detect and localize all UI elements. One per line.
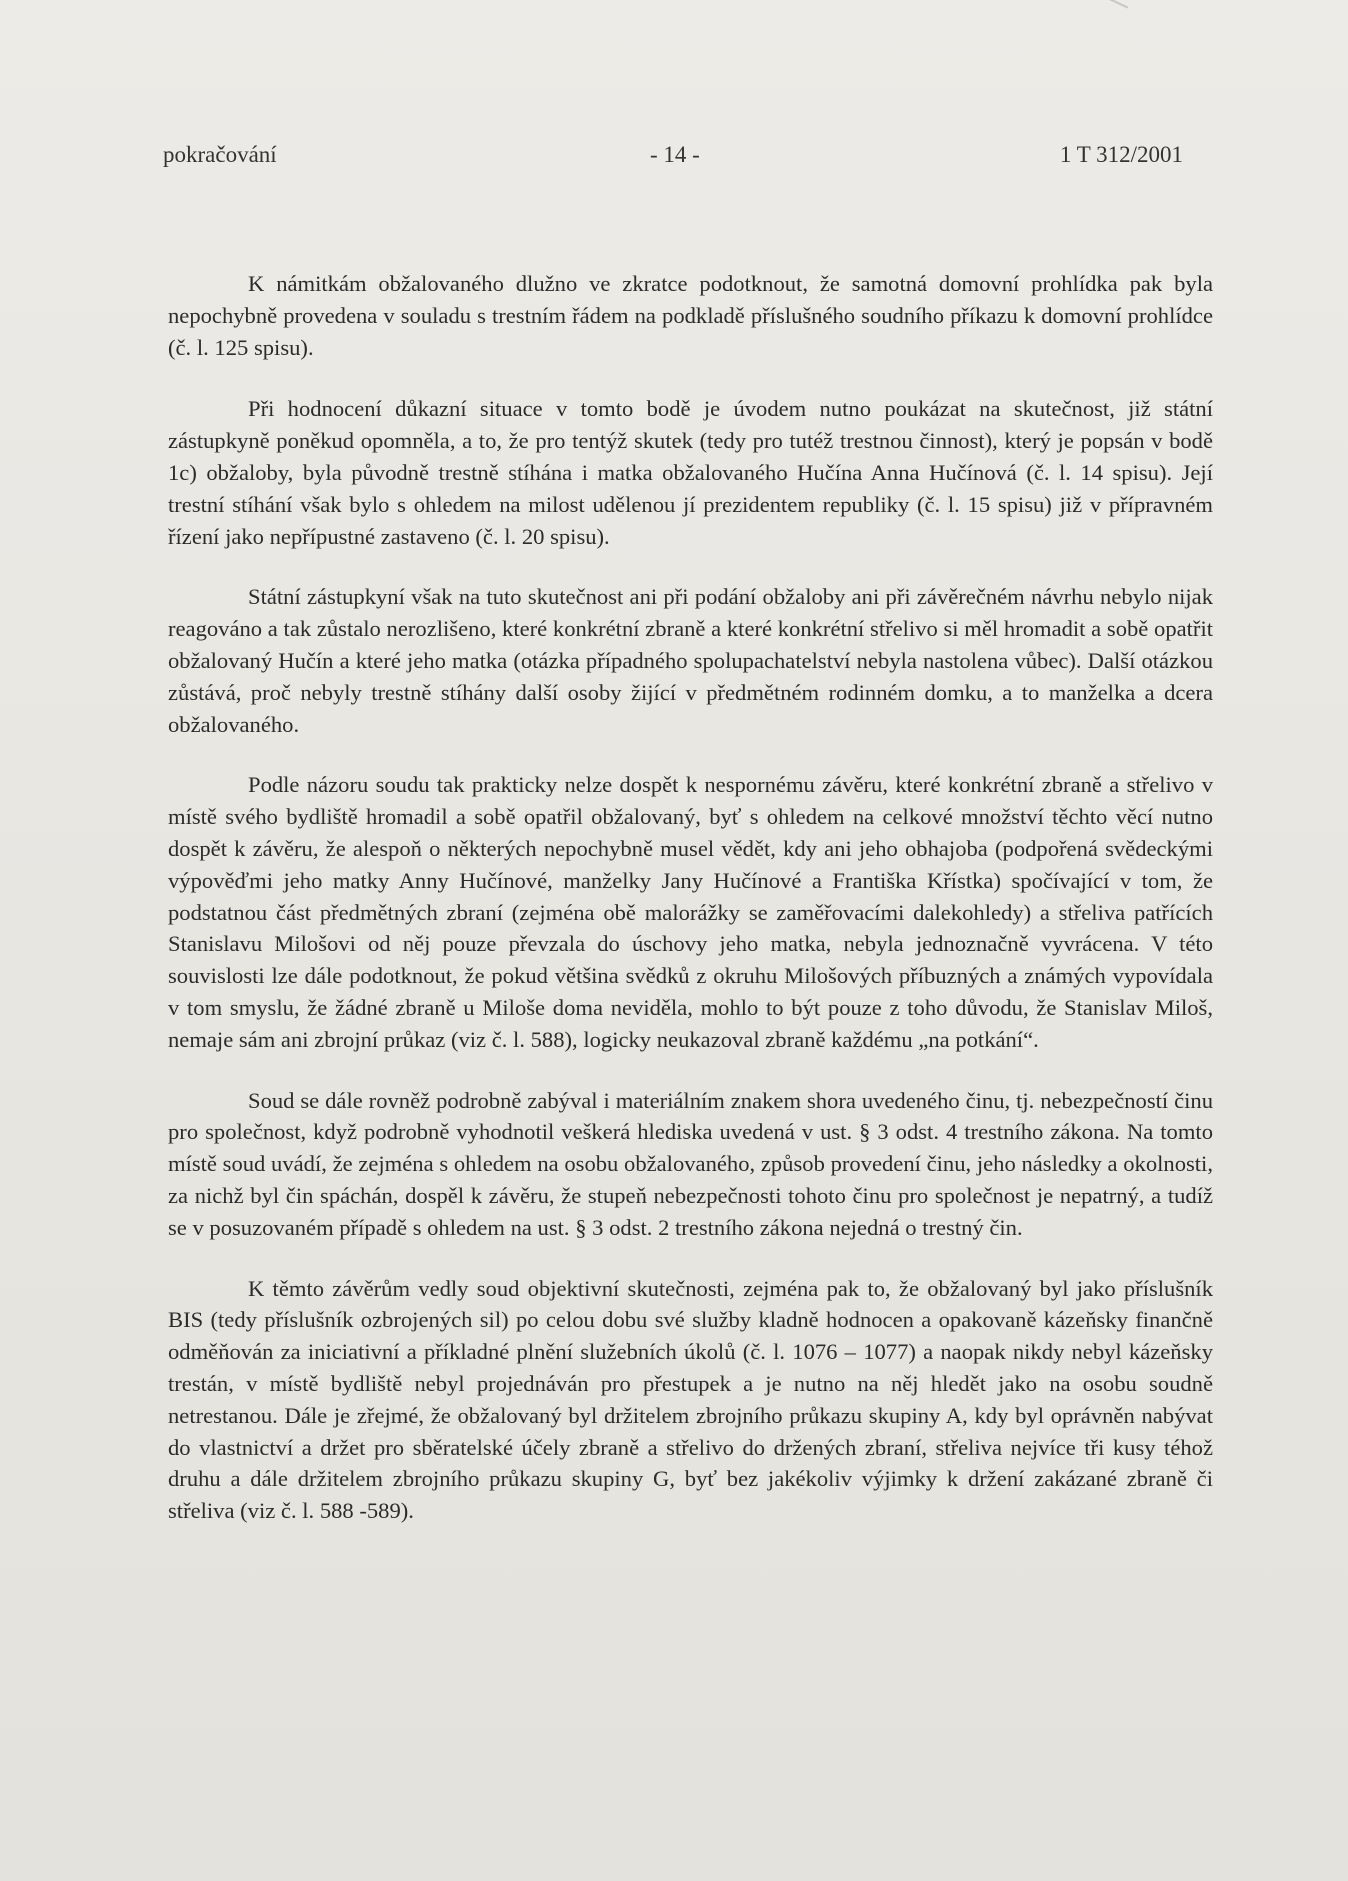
paragraph-objective-facts: K těmto závěrům vedly soud objektivní skutečnosti, zejména pak to, že obžalovaný byl jako příslušník BIS (tedy příslušník ozbrojených sil) po celou dobu své služby kladně hodnocen a opakovaně kázeňsky finančně odměňován za iniciativní a příkladné plnění služebních úkolů (č. l. 1076 – 1077) a naopak nikdy nebyl kázeňsky trestán, v místě bydliště nebyl projednáván pro přestupek a je nutno na něj hledět jako na osobu soudně netrestanou. Dále je zřejmé, že obžalovaný byl držitelem zbrojního průkazu skupiny A, kdy byl oprávněn nabývat do vlastnictví a držet pro sběratelské účely zbraně a střelivo do držených zbraní, střeliva nejvíce tři kusy téhož druhu a dále držitelem zbrojního průkazu skupiny G, byť bez jakékoliv výjimky k držení zakázané zbraně či střeliva (viz č. l. 588 -589). <box>168 1275 1213 1524</box>
page-header <box>163 142 1183 182</box>
paragraph-house-search: K námitkám obžalovaného dlužno ve zkratce podotknout, že samotná domovní prohlídka pak byla nepochybně provedena v souladu s trestním řádem na podkladě příslušného soudního příkazu k domovní prohlídce (č. l. 125 spisu). <box>168 271 1213 360</box>
paragraph-court-opinion: Podle názoru soudu tak prakticky nelze dospět k nespornému závěru, které konkrétní zbraně a střelivo v místě svého bydliště hromadil a sobě opatřil obžalovaný, byť s ohledem na celkové množství těchto věcí nutno dospět k závěru, že alespoň o některých nepochybně musel vědět, kdy ani jeho obhajoba (podpořená svědeckými výpověďmi jeho matky Anny Hučínové, manželky Jany Hučínové a Františka Křístka) spočívající v tom, že podstatnou část předmětných zbraní (zejména obě malorážky se zaměřovacími dalekohledy) a střeliva patřících Stanislavu Milošovi od něj pouze převzala do úschovy jeho matka, nebyla jednoznačně vyvrácena. V této souvislosti lze dále podotknout, že pokud většina svědků z okruhu Milošových příbuzných a známých vypovídala v tom smyslu, že žádné zbraně u Miloše doma neviděla, mohlo to být pouze z toho důvodu, že Stanislav Miloš, nemaje sám ani zbrojní průkaz (viz č. l. 588), logicky neukazoval zbraně každému „na potkání“. <box>168 772 1213 1052</box>
paragraph-prosecutor-response: Státní zástupkyní však na tuto skutečnost ani při podání obžaloby ani při závěrečném návrhu nebylo nijak reagováno a tak zůstalo nerozlišeno, které konkrétní zbraně a které konkrétní střelivo si měl hromadit a sobě opatřit obžalovaný Hučín a které jeho matka (otázka případného spolupachatelství nebyla nastolena vůbec). Další otázkou zůstává, proč nebyly trestně stíhány další osoby žijící v předmětném rodinném domku, a to manželka a dcera obžalovaného. <box>168 584 1213 737</box>
paragraph-material-element: Soud se dále rovněž podrobně zabýval i materiálním znakem shora uvedeného činu, tj. nebezpečností činu pro společnost, když podrobně vyhodnotil veškerá hlediska uvedená v ust. § 3 odst. 4 trestního zákona. Na tomto místě soud uvádí, že zejména s ohledem na osobu obžalovaného, způsob provedení činu, jeho následky a okolnosti, za nichž byl čin spáchán, dospěl k závěru, že stupeň nebezpečnosti tohoto činu pro společnost je nepatrný, a tudíž se v posuzovaném případě s ohledem na ust. § 3 odst. 2 trestního zákona nejedná o trestný čin. <box>168 1087 1213 1240</box>
continuation-label: pokračování <box>163 142 277 167</box>
scan-mark <box>1098 0 1129 14</box>
document-body <box>168 268 1213 1556</box>
page-number: - 14 - <box>650 142 700 167</box>
case-number: 1 T 312/2001 <box>1059 142 1183 167</box>
paragraph-evidence-situation: Při hodnocení důkazní situace v tomto bodě je úvodem nutno poukázat na skutečnost, již státní zástupkyně poněkud opomněla, a to, že pro tentýž skutek (tedy pro tutéž trestnou činnost), který je popsán v bodě 1c) obžaloby, byla původně trestně stíhána i matka obžalovaného Hučína Anna Hučínová (č. l. 14 spisu). Její trestní stíhání však bylo s ohledem na milost udělenou jí prezidentem republiky (č. l. 15 spisu) již v přípravném řízení jako nepřípustné zastaveno (č. l. 20 spisu). <box>168 396 1213 549</box>
